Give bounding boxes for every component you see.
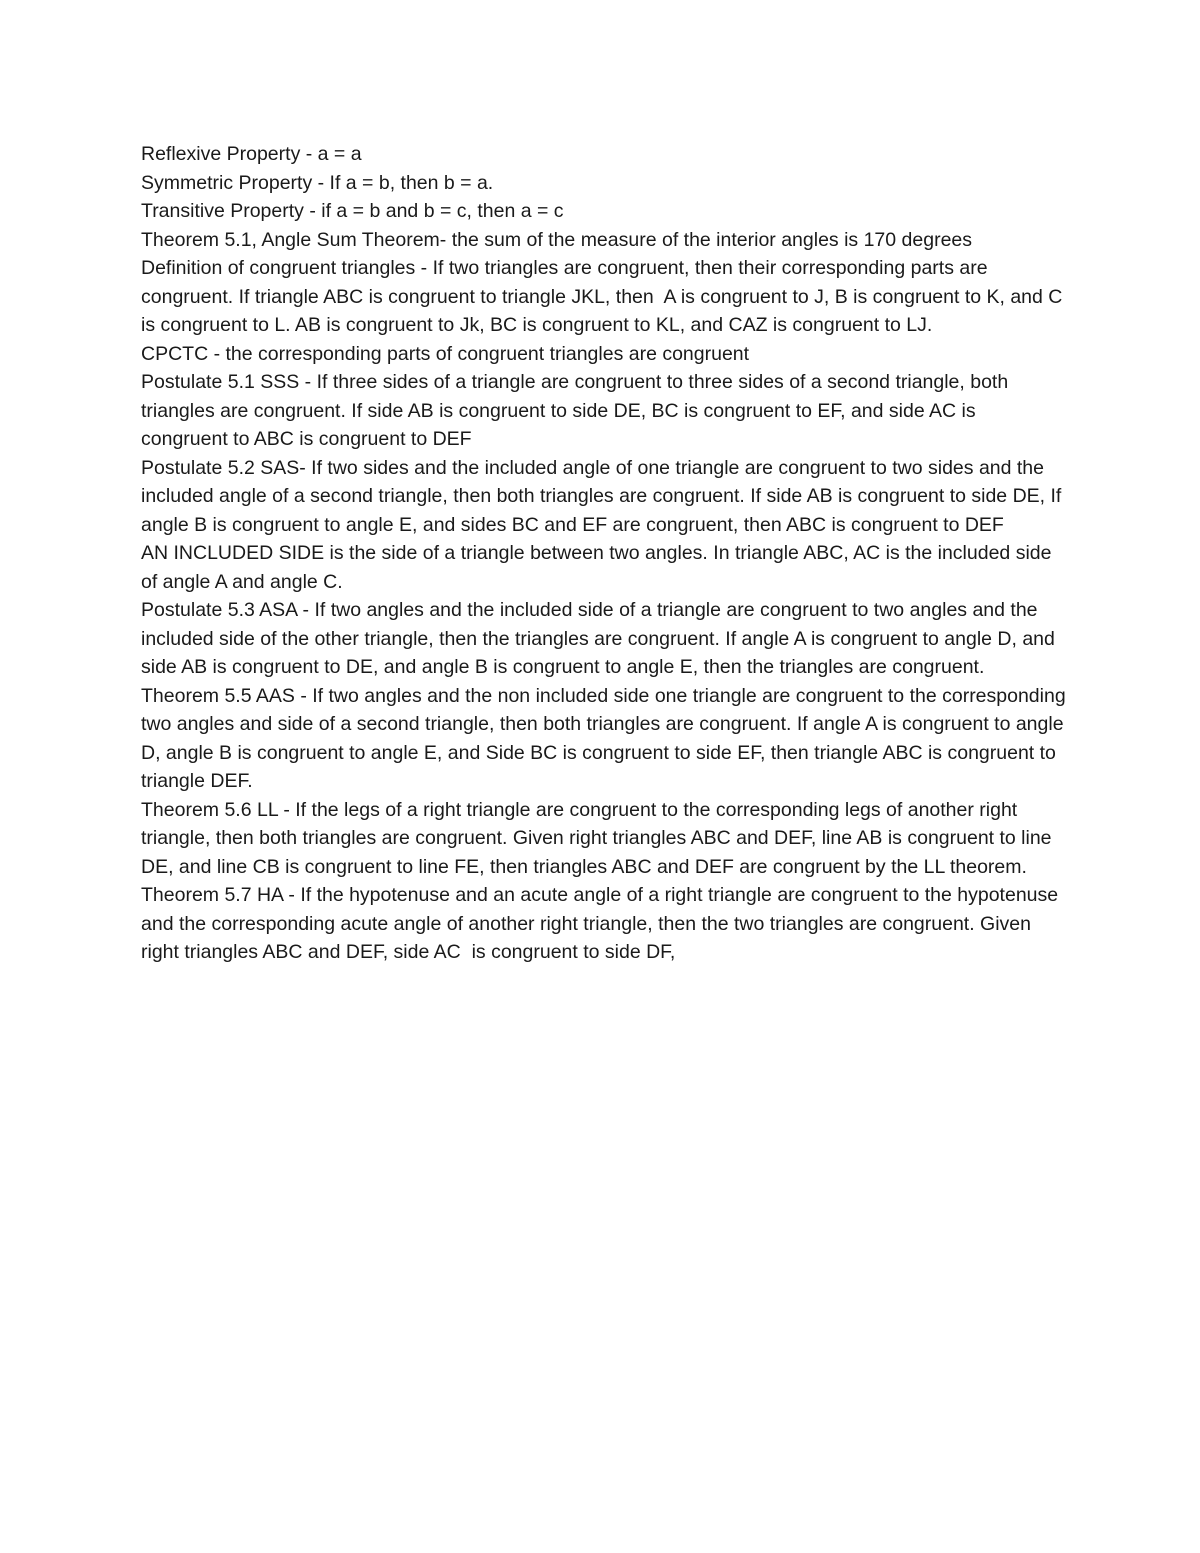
aas-theorem-paragraph: Theorem 5.5 AAS - If two angles and the non included side one triangle are congruent to the corresponding two angles and side of a second triangle, then both triangles are congruent. If angle A is congruent to angle D, angle B is congruent to angle E, and Side BC is congruent to side EF, then triangle ABC is congruent to triangle DEF.	[141, 684, 1072, 792]
reflexive-property-paragraph: Reflexive Property - a = a	[141, 143, 362, 165]
included-side-paragraph: AN INCLUDED SIDE is the side of a triangle between two angles. In triangle ABC, AC is the included side of angle A and angle C.	[141, 542, 1057, 593]
transitive-property-paragraph: Transitive Property - if a = b and b = c, then a = c	[141, 200, 564, 222]
asa-postulate-paragraph: Postulate 5.3 ASA - If two angles and the included side of a triangle are congruent to two angles and the included side of the other triangle, then the triangles are congruent. If angle A is congruent to angle D, and side AB is congruent to DE, and angle B is congruent to angle E, then the triangles are congruent.	[141, 599, 1061, 678]
symmetric-property-paragraph: Symmetric Property - If a = b, then b = a.	[141, 171, 494, 194]
sss-postulate-paragraph: Postulate 5.1 SSS - If three sides of a triangle are congruent to three sides of a second triangle, both triangles are congruent. If side AB is congruent to side DE, BC is congruent to EF, and side AC is congruent to ABC is congruent to DEF	[141, 371, 1014, 450]
cpctc-paragraph: CPCTC - the corresponding parts of congruent triangles are congruent	[141, 342, 750, 365]
ha-theorem-paragraph: Theorem 5.7 HA - If the hypotenuse and an acute angle of a right triangle are congruent to the hypotenuse and the corresponding acute angle of another right triangle, then the two triangles are congruent. Given right triangles ABC and DEF, side AC is congruent to side DF,	[141, 884, 1064, 963]
congruent-triangles-definition-paragraph: Definition of congruent triangles - If two triangles are congruent, then their corresponding parts are congruent. If triangle ABC is congruent to triangle JKL, then A is congruent to J, B is congruent to K, and C is congruent to L. AB is congruent to Jk, BC is congruent to KL, and CAZ is congruent to LJ.	[141, 257, 1068, 336]
sas-postulate-paragraph: Postulate 5.2 SAS- If two sides and the included angle of one triangle are congruent to two sides and the included angle of a second triangle, then both triangles are congruent. If side AB is congruent to side DE, If angle B is congruent to angle E, and sides BC and EF are congruent, then ABC is congruent to DEF	[141, 456, 1067, 536]
angle-sum-theorem-paragraph: Theorem 5.1, Angle Sum Theorem- the sum of the measure of the interior angles is 170 degrees	[141, 228, 973, 251]
document-body	[141, 140, 1072, 967]
ll-theorem-paragraph: Theorem 5.6 LL - If the legs of a right triangle are congruent to the corresponding legs of another right triangle, then both triangles are congruent. Given right triangles ABC and DEF, line AB is congruent to line DE, and line CB is congruent to line FE, then triangles ABC and DEF are congruent by the LL theorem.	[141, 798, 1057, 878]
